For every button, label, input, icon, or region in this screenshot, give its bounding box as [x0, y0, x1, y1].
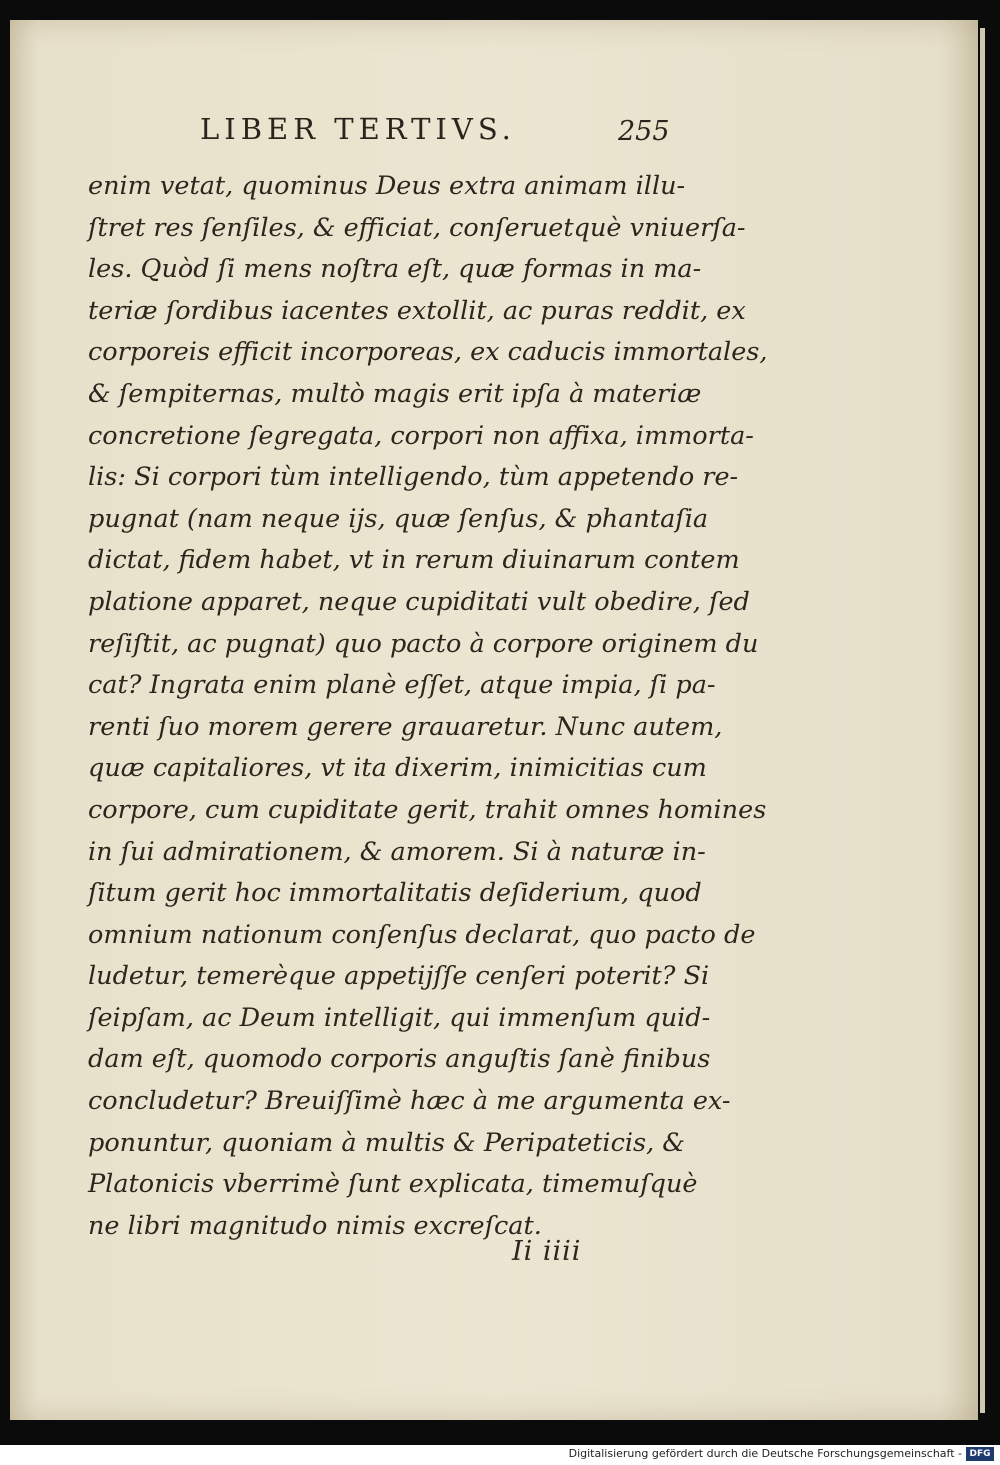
page-number: 255 [618, 116, 670, 147]
text-line: omnium nationum conſenſus declarat, quo pacto de [88, 919, 756, 950]
text-line: les. Quòd ſi mens noſtra eſt, quæ formas in ma- [88, 254, 702, 285]
text-line: ponuntur, quoniam à multis & Peripateticis, & [88, 1127, 685, 1158]
text-line: ſeipſam, ac Deum intelligit, qui immenſum quid- [88, 1002, 711, 1033]
text-line: renti ſuo morem gerere grauaretur. Nunc autem, [88, 711, 723, 742]
signature-mark: Ii iiii [512, 1236, 582, 1267]
text-line: reſiſtit, ac pugnat) quo pacto à corpore originem du [88, 628, 759, 659]
text-line: Platonicis vberrimè ſunt explicata, timemuſquè [88, 1169, 698, 1200]
text-line: ſtret res ſenſiles, & efficiat, conſeruetquè vniuerſa- [88, 212, 746, 243]
text-line: pugnat (nam neque ijs, quæ ſenſus, & phantaſia [88, 503, 709, 534]
body-text [88, 166, 768, 1247]
funding-credit: Digitalisierung gefördert durch die Deutsche Forschungsgemeinschaft - [568, 1447, 962, 1460]
text-line: dictat, fidem habet, vt in rerum diuinarum contem [88, 545, 740, 576]
text-line: concretione ſegregata, corpori non affixa, immorta- [88, 420, 754, 451]
text-line: lis: Si corpori tùm intelligendo, tùm appetendo re- [88, 462, 739, 493]
text-line: corpore, cum cupiditate gerit, trahit omnes homines [88, 794, 767, 825]
page-edge [980, 28, 985, 1413]
text-line: ludetur, temerèque appetijſſe cenſeri poterit? Si [88, 961, 710, 992]
text-line: quæ capitaliores, vt ita dixerim, inimicitias cum [88, 753, 707, 784]
footer-bar [0, 1445, 1000, 1465]
text-line: corporeis efficit incorporeas, ex caducis immortales, [88, 337, 768, 368]
text-line: teriæ ſordibus iacentes extollit, ac puras reddit, ex [88, 295, 746, 326]
text-line: platione apparet, neque cupiditati vult obedire, ſed [88, 586, 750, 617]
text-line: ne libri magnitudo nimis excreſcat. [88, 1210, 542, 1241]
text-line: concludetur? Breuiſſimè hæc à me argumenta ex- [88, 1086, 731, 1117]
text-line: dam eſt, quomodo corporis anguſtis ſanè finibus [88, 1044, 711, 1075]
text-line: ſitum gerit hoc immortalitatis deſiderium, quod [88, 878, 702, 909]
text-line: in ſui admirationem, & amorem. Si à naturæ in- [88, 836, 706, 867]
dfg-logo: DFG [966, 1447, 994, 1461]
text-line: enim vetat, quominus Deus extra animam illu- [88, 171, 686, 201]
running-head: LIBER TERTIVS. [200, 112, 516, 146]
text-line: & ſempiternas, multò magis erit ipſa à materiæ [88, 378, 702, 409]
text-line: cat? Ingrata enim planè eſſet, atque impia, ſi pa- [88, 670, 716, 701]
